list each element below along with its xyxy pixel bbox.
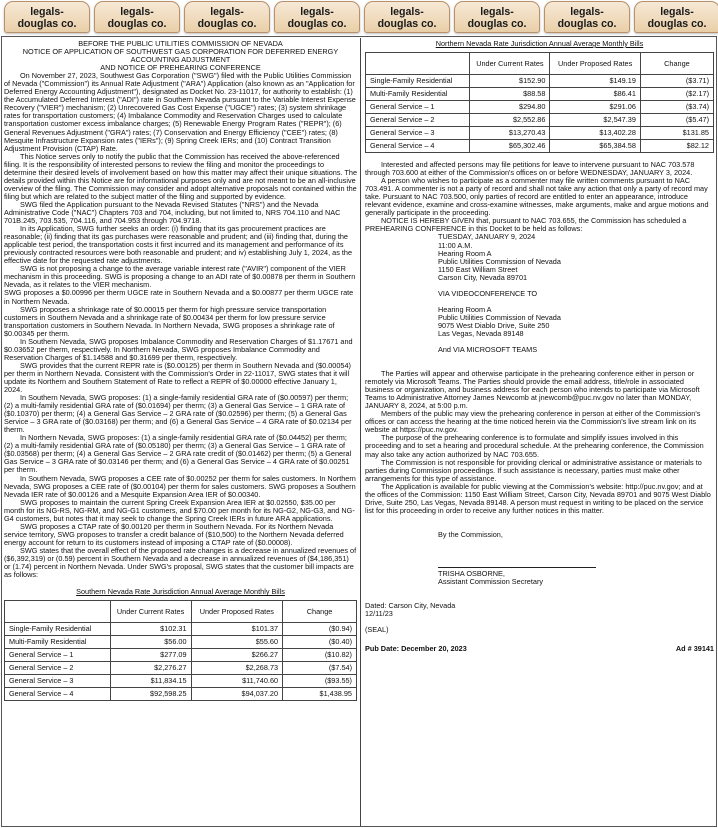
notice-paragraph: SWG proposes to maintain the current Spring Creek Expansion Area IER at $0.02550, $35.00 per month for its NG-RS, NG-RM, and NG-G1 customers, and $70.00 per month for its NG-G2, NG-G3, and NG-G4 customers, but notes that it may seek to change the Spring Creek IERs in future ARA applications. <box>4 497 355 523</box>
table-header-cell: Under Current Rates <box>110 601 191 623</box>
table-cell: $2,276.27 <box>110 662 191 675</box>
notice-paragraph: On November 27, 2023, Southwest Gas Corporation ("SWG") filed with the Public Utilities Commission of Nevada ("Commission") its Annual Rate Adjustment ("ARA") Application (also known as an "Application for Deferred Energy Accounting Adjustment"), designated as Docket No. 23-11017, for authority to establish: (1) the Accumulated Deferred Interest ("ADI") rate in Southern Nevada pursuant to the Variable Interest Expense Recovery ("VIER") mechanism; (2) Unrecovered Gas Cost Expense ("UGCE") rates; (3) system shrinkage rates for transportation customers; (4) Imbalance Commodity and Reservation Charges used to calculate transportation customer excess imbalance charges; (5) Renewable Energy Program Rates ("REPR"); (6) General Revenues Adjustment ("GRA") rates; (7) Conservation and Energy Efficiency ("CEE") rates; (8) Mesquite Infrastructure Expansion rates ("IERs"); (9) Spring Creek IERs; and (10) Contract Transition Adjustment Provision (CTAP) Rate. <box>4 71 356 153</box>
table-cell: ($10.82) <box>283 649 357 662</box>
ad-number: Ad # 39141 <box>675 644 714 654</box>
table-cell: $55.60 <box>191 636 283 649</box>
hearing-line: TUESDAY, JANUARY 9, 2024 <box>438 232 536 242</box>
table-cell: General Service – 1 <box>366 101 470 114</box>
notice-paragraph: This Notice serves only to notify the public that the Commission has received the above-referenced filing. It is the responsibility of interested persons to review the filing and monitor the proceedings to determine their desired levels of involvement based on how this matter may affect their unique situations. The details provided within this Notice are for informational purposes only and are not meant to be an all-inclusive overview of the filing. The Commission may consider and adopt alternative proposals not contained within the filing but which are related to the subject matter of the filing and supported by evidence. <box>4 151 358 201</box>
notice-paragraph: SWG filed the Application pursuant to the Nevada Revised Statutes ("NRS") and the Nevada Administrative Code ("NAC") Chapters 703 and 704, including, but not limited to, NRS 704.110 and NAC 701B.245, 703.535, 704.116, and 704.953 through 704.9718. <box>4 199 341 226</box>
table-cell: General Service – 2 <box>5 662 111 675</box>
hearing-location-carson <box>365 233 714 354</box>
tab-legals-douglas-co-3[interactable] <box>184 1 270 33</box>
table-cell: ($2.17) <box>640 88 713 101</box>
publication-footer <box>365 645 714 653</box>
signer-title: Assistant Commission Secretary <box>438 576 544 586</box>
hearing-line: 9075 West Diablo Drive, Suite 250 <box>438 320 550 330</box>
tab-label: legals- <box>480 6 514 18</box>
notice-paragraph: The purpose of the prehearing conference is to formulate and simplify issues involved in this proceeding and to set a hearing and procedural schedule. At the prehearing conference, the Commission may also take any action authorized by NAC 703.655. <box>365 433 704 459</box>
table-header-cell <box>5 601 111 623</box>
notice-paragraph: In Southern Nevada, SWG proposes a CEE rate of $0.00252 per therm for sales customers. In Northern Nevada, SWG proposes a CEE rate of ($0.00104) per therm for sales customers. SWG proposes a Southern Nevada IER rate of $0.00126 and a Mesquite Expansion Area IER of $0.00340. <box>4 473 356 499</box>
notice-paragraph: Members of the public may view the prehearing conference in person at either of the Commission's offices or can access the hearing at the time noticed herein via the Commission's live stream link on its website at https://puc.nv.gov. <box>365 409 701 435</box>
notice-heading-line: NOTICE OF APPLICATION OF SOUTHWEST GAS CORPORATION FOR DEFERRED ENERGY ACCOUNTING ADJUSTMENT <box>22 47 339 65</box>
table-cell: General Service – 4 <box>366 140 470 153</box>
notice-left-column <box>4 40 357 701</box>
southern-bills-table <box>4 600 357 701</box>
notice-heading-line: AND NOTICE OF PREHEARING CONFERENCE <box>100 63 261 73</box>
table-cell: $82.12 <box>640 140 713 153</box>
table-cell: $2,547.39 <box>550 114 640 127</box>
northern-table-title: Northern Nevada Rate Jurisdiction Annual Average Monthly Bills <box>435 39 644 48</box>
column-divider <box>360 38 361 826</box>
notice-paragraph: The Commission is not responsible for providing clerical or administrative assistance or materials to parties during Commission proceedings. If such assistance is necessary, parties must make other arrangements for this type of assistance. <box>365 457 702 483</box>
notice-paragraph: SWG states that the overall effect of the proposed rate changes is a decrease in annualized revenues of ($6,392,319) or (0.59) percent in Southern Nevada and a decrease in annualized revenues of ($4,186,351) or (1.74) percent in Northern Nevada. Under SWG's proposal, SWG states that the customer bill impacts are as follows: <box>4 545 357 580</box>
tab-legals-douglas-co-6[interactable] <box>454 1 540 33</box>
table-cell: $291.06 <box>550 101 640 114</box>
table-row <box>366 114 714 127</box>
table-cell: $13,270.43 <box>470 127 550 140</box>
table-cell: Multi-Family Residential <box>5 636 111 649</box>
tab-label: legals- <box>390 6 424 18</box>
tab-label: douglas co. <box>197 18 257 30</box>
notice-paragraph: A person who wishes to participate as a commenter may file written comments pursuant to NAC 703.491. A commenter is not a party of record and shall not take any action that only a party of record may take. Pursuant to NAC 703.500, only parties of record are entitled to enter an appearance, introduce relevant evidence, examine and cross-examine witnesses, make arguments, make and argue motions and generally participate in the proceeding. <box>365 176 709 218</box>
tab-label: legals- <box>30 6 64 18</box>
notice-paragraph: SWG provides that the current REPR rate is ($0.00125) per therm in Southern Nevada and ($0.00054) per therm in Northern Nevada. Consistent with the Commission's Order in 22-11017, SWG states that it will update its Northern and Southern Statement of Rate to reflect a REPR of $0.00000 effective January 1, 2024. <box>4 360 351 395</box>
tab-label: douglas co. <box>467 18 527 30</box>
table-cell: $94,037.20 <box>191 688 283 701</box>
notice-paragraph: SWG proposes a shrinkage rate of $0.00015 per therm for high pressure service transportation customers in Southern Nevada and a shrinkage rate of $0.00434 per therm for low pressure service transportation customers in Southern Nevada. In Northern Nevada, SWG proposes a shrinkage rate of $0.00345 per therm. <box>4 304 335 338</box>
hearing-line: Public Utilities Commission of Nevada <box>438 256 561 266</box>
tab-legals-douglas-co-1[interactable] <box>4 1 90 33</box>
pub-date: Pub Date: December 20, 2023 <box>365 644 467 654</box>
northern-bills-table <box>365 52 714 153</box>
table-header-row <box>366 53 714 75</box>
tab-legals-douglas-co-8[interactable] <box>634 1 718 33</box>
tab-label: legals- <box>660 6 694 18</box>
table-row <box>366 88 714 101</box>
table-cell: Single-Family Residential <box>366 75 470 88</box>
notice-paragraph: In Southern Nevada, SWG proposes: (1) a single-family residential GRA rate of ($0.00597) per therm; (2) a multi-family residential GRA rate of ($0.01694) per therm; (3) a General Gas Service – 1 GRA rate of ($0.10370) per therm; (4) a General Gas Service – 2 GRA rate of ($0.02596) per therm; (5) a General Gas Service – 3 GRA rate of ($0.03168) per therm; and (6) a General Gas Service – 4 GRA rate of $0.02134 per therm. <box>4 393 352 435</box>
signature-line <box>438 567 596 568</box>
table-cell: ($93.55) <box>283 675 357 688</box>
table-cell: $2,552.86 <box>470 114 550 127</box>
dated-date: 12/11/23 <box>365 609 393 619</box>
table-cell: General Service – 4 <box>5 688 111 701</box>
table-cell: $101.37 <box>191 623 283 636</box>
by-commission: By the Commission, <box>438 529 503 539</box>
table-cell: $86.41 <box>550 88 640 101</box>
notice-paragraph: NOTICE IS HEREBY GIVEN that, pursuant to NAC 703.655, the Commission has scheduled a PREHEARING CONFERENCE in this Docket to be held as follows: <box>365 216 687 234</box>
table-header-cell: Under Current Rates <box>470 53 550 75</box>
table-cell: Multi-Family Residential <box>366 88 470 101</box>
table-cell: $266.27 <box>191 649 283 662</box>
notice-paragraph: SWG proposes a CTAP rate of $0.00120 per therm in Southern Nevada. For its Northern Nevada service territory, SWG proposes to transfer a credit balance of ($10,500) to the Northern Nevada deferred energy account for return to its customers instead of imposing a CTAP rate of ($0.00008). <box>4 521 344 547</box>
table-cell: General Service – 2 <box>366 114 470 127</box>
tab-label: douglas co. <box>17 18 77 30</box>
table-cell: ($0.40) <box>283 636 357 649</box>
hearing-line: 11:00 A.M. <box>438 240 473 250</box>
table-row <box>5 649 357 662</box>
teams-line: And VIA MICROSOFT TEAMS <box>438 344 538 354</box>
table-row <box>5 623 357 636</box>
table-row <box>5 662 357 675</box>
table-row <box>366 101 714 114</box>
table-cell: $13,402.28 <box>550 127 640 140</box>
table-row <box>5 675 357 688</box>
table-row <box>5 636 357 649</box>
table-header-cell: Change <box>640 53 713 75</box>
table-header-cell <box>366 53 470 75</box>
table-cell: $92,598.25 <box>110 688 191 701</box>
table-cell: $65,384.58 <box>550 140 640 153</box>
tab-label: legals- <box>210 6 244 18</box>
table-cell: $11,834.15 <box>110 675 191 688</box>
table-header-cell: Under Proposed Rates <box>191 601 283 623</box>
tab-label: douglas co. <box>377 18 437 30</box>
table-cell: General Service – 3 <box>366 127 470 140</box>
notice-paragraph: SWG is not proposing a change to the average variable interest rate ("AVIR") component of the VIER mechanism in this proceeding. SWG is proposing a change to an ADI rate of $0.00878 per therm in Southern Nevada, as it relates to the VIER mechanism. <box>4 264 356 290</box>
tab-label: douglas co. <box>557 18 617 30</box>
table-cell: $149.19 <box>550 75 640 88</box>
table-cell: $277.09 <box>110 649 191 662</box>
seal-label: (SEAL) <box>365 625 389 635</box>
hearing-line: Hearing Room A <box>438 248 492 258</box>
table-cell: ($7.54) <box>283 662 357 675</box>
hearing-line: Hearing Room A <box>438 304 492 314</box>
table-cell: $88.58 <box>470 88 550 101</box>
tab-label: legals- <box>120 6 154 18</box>
tab-label: douglas co. <box>287 18 347 30</box>
table-cell: General Service – 3 <box>5 675 111 688</box>
notice-paragraph: SWG proposes a $0.00996 per therm UGCE rate in Southern Nevada and a $0.00877 per therm UGCE rate in Northern Nevada. <box>4 288 354 306</box>
hearing-line: 1150 East William Street <box>438 264 518 274</box>
table-cell: $65,302.46 <box>470 140 550 153</box>
table-cell: $152.90 <box>470 75 550 88</box>
table-row <box>366 140 714 153</box>
table-cell: ($3.74) <box>640 101 713 114</box>
table-row <box>366 127 714 140</box>
tab-legals-douglas-co-5[interactable] <box>364 1 450 33</box>
notice-right-column <box>365 40 714 653</box>
hearing-line: Public Utilities Commission of Nevada <box>438 312 561 322</box>
table-cell: $11,740.60 <box>191 675 283 688</box>
notice-paragraph: In its Application, SWG further seeks an order: (i) finding that its gas procurement practices are reasonable; (ii) finding that its gas purchases were reasonable and prudent; and (iii) finding that, during the applicable test period, the transportation costs it first incurred and its management and performance of its previously contracted resources were both reasonable and prudent; and iv) establishing July 1, 2024, as the effective date for the requested rate adjustments. <box>4 224 353 266</box>
dated-line: Dated: Carson City, Nevada <box>365 601 456 611</box>
southern-table-title: Southern Nevada Rate Jurisdiction Annual Average Monthly Bills <box>76 587 285 597</box>
table-header-row <box>5 601 357 623</box>
signer-name: TRISHA OSBORNE, <box>438 568 505 578</box>
table-cell: $56.00 <box>110 636 191 649</box>
table-cell: $102.31 <box>110 623 191 636</box>
notice-paragraph: In Northern Nevada, SWG proposes: (1) a single-family residential GRA rate of ($0.04452) per therm; (2) a multi-family residential GRA rate of ($0.05180) per therm; (3) a General Gas Service – 1 GRA rate of ($0.03568) per therm; (4) a General Gas Service – 2 GRA rate credit of ($0.01462) per therm; (5) a General Gas Service – 3 GRA rate of $0.03146 per therm; and (6) a General Gas Service – 4 GRA rate of $0.00251 per therm. <box>4 433 352 475</box>
table-cell: Single-Family Residential <box>5 623 111 636</box>
notice-paragraph: Interested and affected persons may file petitions for leave to intervene pursuant to NAC 703.578 through 703.600 at either of the Commission's offices on or before WEDNESDAY, JANUARY 3, 2024. <box>365 160 695 178</box>
tab-label: douglas co. <box>647 18 707 30</box>
tab-label: legals- <box>570 6 604 18</box>
table-cell: ($0.94) <box>283 623 357 636</box>
table-row <box>5 688 357 701</box>
table-header-cell: Change <box>283 601 357 623</box>
notice-paragraph: The Application is available for public viewing at the Commission's website: http://puc.nv.gov; and at the offices of the Commission: 1150 East William Street, Carson City, Nevada 89701 and 9075 West Diablo Drive, Suite 250, Las Vegas, Nevada 89148. A person must request in writing to be placed on the service list for this proceeding in order to receive any further notices in this matter. <box>365 481 711 515</box>
videoconference-line: VIA VIDEOCONFERENCE TO <box>438 288 538 298</box>
tab-legals-douglas-co-7[interactable] <box>544 1 630 33</box>
tab-label: douglas co. <box>107 18 167 30</box>
hearing-line: Carson City, Nevada 89701 <box>438 272 528 282</box>
tab-legals-douglas-co-4[interactable] <box>274 1 360 33</box>
tab-legals-douglas-co-2[interactable] <box>94 1 180 33</box>
table-cell: General Service – 1 <box>5 649 111 662</box>
notice-heading-line: BEFORE THE PUBLIC UTILITIES COMMISSION OF NEVADA <box>78 39 283 48</box>
table-row <box>366 75 714 88</box>
table-cell: ($3.71) <box>640 75 713 88</box>
notice-paragraph: In Southern Nevada, SWG proposes Imbalance Commodity and Reservation Charges of $1.17671 and $0.03652 per therm, respectively. In Northern Nevada, SWG proposes Imbalance Commodity and Reservation Charges of $1.14588 and $0.31699 per therm, respectively. <box>4 336 353 362</box>
site-tab-bar <box>0 0 718 36</box>
table-cell: ($5.47) <box>640 114 713 127</box>
table-cell: $2,268.73 <box>191 662 283 675</box>
tab-label: legals- <box>300 6 334 18</box>
table-cell: $131.85 <box>640 127 713 140</box>
notice-paragraph: The Parties will appear and otherwise participate in the prehearing conference either in person or remotely via Microsoft Teams. The Parties should provide the email address, title/role in associated business or organization, and business address for each person who intends to participate via Microsoft Teams to Administrative Attorney James Newcomb at jnewcomb@puc.nv.gov no later than MONDAY, JANUARY 8, 2024, at 5:00 p.m. <box>365 369 700 411</box>
table-cell: $294.80 <box>470 101 550 114</box>
table-header-cell: Under Proposed Rates <box>550 53 640 75</box>
hearing-line: Las Vegas, Nevada 89148 <box>438 328 524 338</box>
table-cell: $1,438.95 <box>283 688 357 701</box>
